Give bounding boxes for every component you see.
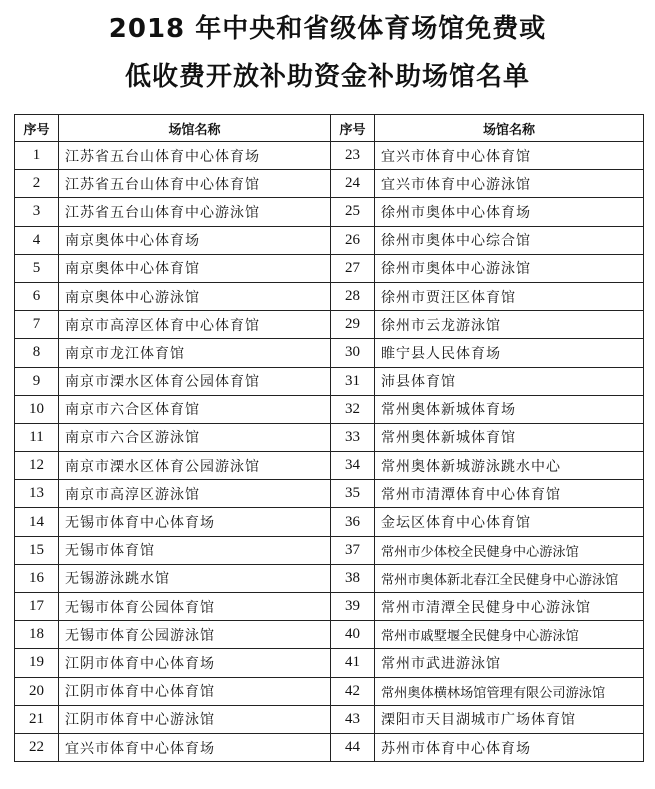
table-row [15,367,644,395]
right-seq-cell: 27 [331,254,375,282]
right-venue-name: 常州市清潭体育中心体育馆 [375,480,644,508]
left-seq-cell: 12 [15,452,59,480]
left-seq-cell: 7 [15,311,59,339]
left-venue-name: 南京奥体中心游泳馆 [59,282,331,310]
table-header-row [15,115,644,142]
right-seq-cell: 24 [331,170,375,198]
left-seq-cell: 20 [15,677,59,705]
left-seq-cell: 19 [15,649,59,677]
left-seq-cell: 16 [15,564,59,592]
right-seq-cell: 33 [331,423,375,451]
left-venue-name: 南京奥体中心体育场 [59,226,331,254]
right-venue-name: 沛县体育馆 [375,367,644,395]
right-venue-name: 徐州市奥体中心体育场 [375,198,644,226]
left-venue-name: 江苏省五台山体育中心体育馆 [59,170,331,198]
document-title-line-2: 低收费开放补助资金补助场馆名单 [124,62,530,92]
right-seq-cell: 35 [331,480,375,508]
table-row [15,621,644,649]
left-venue-name: 无锡市体育公园体育馆 [59,593,331,621]
right-venue-name: 常州奥体新城游泳跳水中心 [375,452,644,480]
right-venue-name: 常州市清潭全民健身中心游泳馆 [375,593,644,621]
table-row [15,423,644,451]
header-seq-right: 序号 [331,115,375,142]
document-title-line-1: 2018 年中央和省级体育场馆免费或 [108,14,547,44]
table-row [15,452,644,480]
left-seq-cell: 4 [15,226,59,254]
left-venue-name: 南京市溧水区体育公园体育馆 [59,367,331,395]
table-row [15,705,644,733]
left-venue-name: 南京奥体中心体育馆 [59,254,331,282]
left-venue-name: 无锡市体育公园游泳馆 [59,621,331,649]
right-seq-cell: 39 [331,593,375,621]
left-venue-name: 江阴市体育中心体育场 [59,649,331,677]
right-seq-cell: 31 [331,367,375,395]
left-seq-cell: 8 [15,339,59,367]
left-seq-cell: 10 [15,395,59,423]
right-venue-name: 常州市少体校全民健身中心游泳馆 [375,536,644,564]
right-seq-cell: 23 [331,142,375,170]
right-seq-cell: 37 [331,536,375,564]
right-seq-cell: 25 [331,198,375,226]
left-seq-cell: 13 [15,480,59,508]
left-venue-name: 无锡市体育中心体育场 [59,508,331,536]
left-seq-cell: 14 [15,508,59,536]
left-venue-name: 江阴市体育中心体育馆 [59,677,331,705]
left-venue-name: 江阴市体育中心游泳馆 [59,705,331,733]
table-row [15,254,644,282]
left-venue-name: 南京市高淳区游泳馆 [59,480,331,508]
table-row [15,170,644,198]
table-row [15,480,644,508]
table-row [15,564,644,592]
left-seq-cell: 5 [15,254,59,282]
right-venue-name: 常州市戚墅堰全民健身中心游泳馆 [375,621,644,649]
right-venue-name: 常州市武进游泳馆 [375,649,644,677]
table-row [15,536,644,564]
table-row [15,339,644,367]
table-body [15,142,644,762]
table-row [15,593,644,621]
left-seq-cell: 11 [15,423,59,451]
header-name-left: 场馆名称 [59,115,331,142]
left-seq-cell: 22 [15,733,59,761]
left-seq-cell: 9 [15,367,59,395]
left-venue-name: 江苏省五台山体育中心体育场 [59,142,331,170]
right-seq-cell: 43 [331,705,375,733]
right-seq-cell: 40 [331,621,375,649]
left-seq-cell: 21 [15,705,59,733]
right-venue-name: 徐州市奥体中心综合馆 [375,226,644,254]
table-row [15,733,644,761]
table-row [15,198,644,226]
header-seq-left: 序号 [15,115,59,142]
left-seq-cell: 6 [15,282,59,310]
table-row [15,395,644,423]
left-venue-name: 南京市六合区体育馆 [59,395,331,423]
right-venue-name: 常州奥体横林场馆管理有限公司游泳馆 [375,677,644,705]
right-venue-name: 金坛区体育中心体育馆 [375,508,644,536]
right-venue-name: 溧阳市天目湖城市广场体育馆 [375,705,644,733]
left-seq-cell: 18 [15,621,59,649]
left-venue-name: 南京市六合区游泳馆 [59,423,331,451]
right-seq-cell: 34 [331,452,375,480]
left-seq-cell: 3 [15,198,59,226]
venue-table [14,114,644,762]
table-row [15,282,644,310]
right-venue-name: 徐州市贾汪区体育馆 [375,282,644,310]
right-seq-cell: 41 [331,649,375,677]
left-venue-name: 江苏省五台山体育中心游泳馆 [59,198,331,226]
left-seq-cell: 2 [15,170,59,198]
table-row [15,649,644,677]
left-venue-name: 南京市高淳区体育中心体育馆 [59,311,331,339]
right-seq-cell: 38 [331,564,375,592]
left-venue-name: 无锡游泳跳水馆 [59,564,331,592]
right-venue-name: 常州奥体新城体育场 [375,395,644,423]
right-seq-cell: 30 [331,339,375,367]
right-venue-name: 宜兴市体育中心体育馆 [375,142,644,170]
right-seq-cell: 36 [331,508,375,536]
right-venue-name: 常州奥体新城体育馆 [375,423,644,451]
header-name-right: 场馆名称 [375,115,644,142]
right-venue-name: 徐州市奥体中心游泳馆 [375,254,644,282]
left-seq-cell: 1 [15,142,59,170]
right-seq-cell: 32 [331,395,375,423]
table-row [15,226,644,254]
left-seq-cell: 17 [15,593,59,621]
right-seq-cell: 44 [331,733,375,761]
left-venue-name: 宜兴市体育中心体育场 [59,733,331,761]
left-venue-name: 无锡市体育馆 [59,536,331,564]
right-venue-name: 苏州市体育中心体育场 [375,733,644,761]
table-row [15,677,644,705]
table-row [15,311,644,339]
left-venue-name: 南京市溧水区体育公园游泳馆 [59,452,331,480]
table-row [15,508,644,536]
right-venue-name: 宜兴市体育中心游泳馆 [375,170,644,198]
right-seq-cell: 26 [331,226,375,254]
right-seq-cell: 28 [331,282,375,310]
right-venue-name: 徐州市云龙游泳馆 [375,311,644,339]
left-seq-cell: 15 [15,536,59,564]
right-seq-cell: 42 [331,677,375,705]
table-row [15,142,644,170]
right-venue-name: 睢宁县人民体育场 [375,339,644,367]
right-venue-name: 常州市奥体新北春江全民健身中心游泳馆 [375,564,644,592]
right-seq-cell: 29 [331,311,375,339]
left-venue-name: 南京市龙江体育馆 [59,339,331,367]
